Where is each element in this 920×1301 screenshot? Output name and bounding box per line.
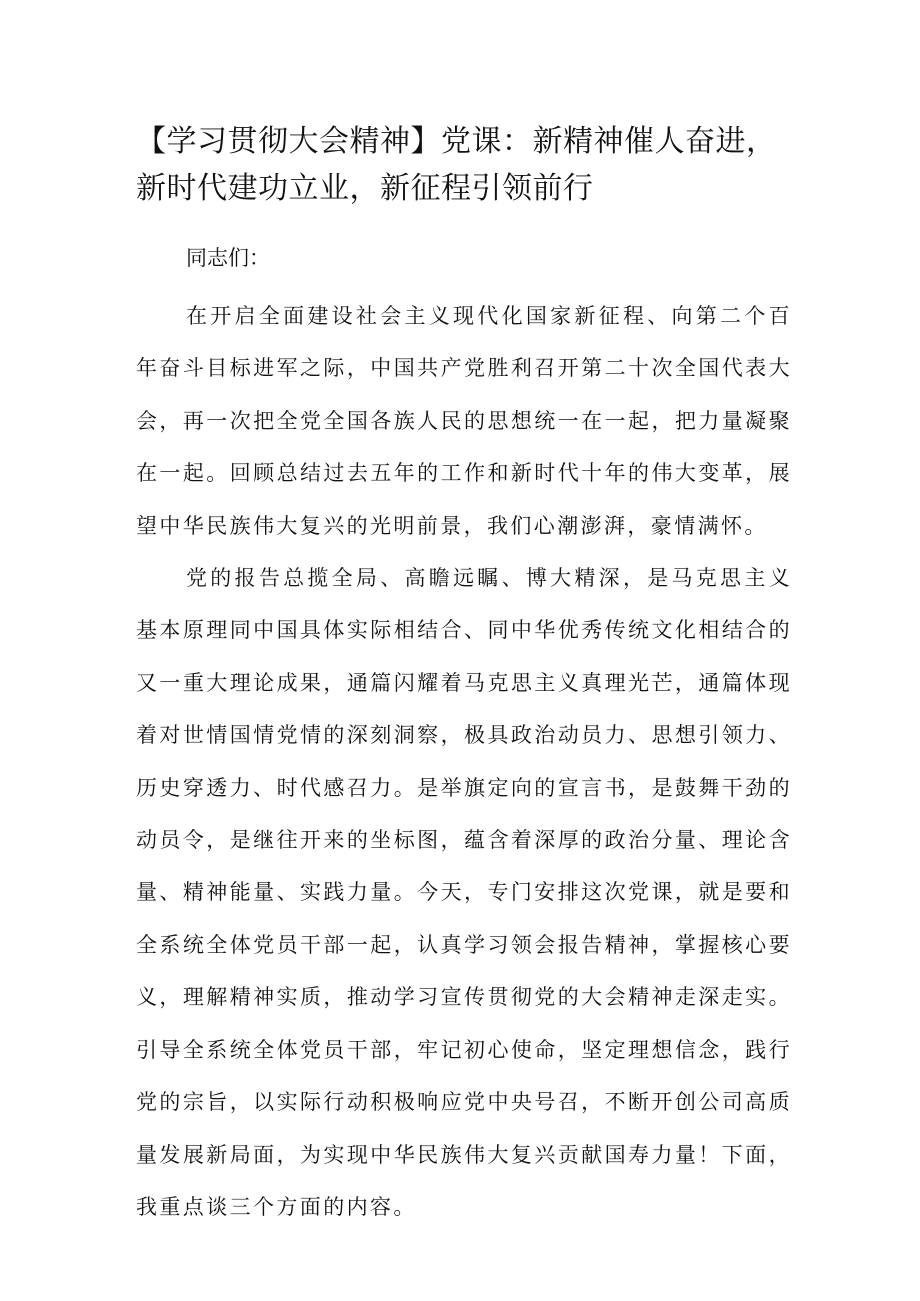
- salutation: 同志们：: [186, 246, 270, 270]
- document-title: 【学习贯彻大会精神】党课：新精神催人奋进，新时代建功立业，新征程引领前行: [136, 124, 777, 206]
- body-paragraph-1: 在开启全面建设社会主义现代化国家新征程、向第二个百年奋斗目标进军之际，中国共产党胜利召开第二十次全国代表大会，再一次把全党全国各族人民的思想统一在一起，把力量凝聚在一起。回顾总结过去五年的工作和新时代十年的伟大变革，展望中华民族伟大复兴的光明前景，我们心潮澎湃，豪情满怀。: [136, 304, 792, 538]
- body-paragraph-2: 党的报告总揽全局、高瞻远瞩、博大精深，是马克思主义基本原理同中国具体实际相结合、同中华优秀传统文化相结合的又一重大理论成果，通篇闪耀着马克思主义真理光芒，通篇体现着对世情国情党情的深刻洞察，极具政治动员力、思想引领力、历史穿透力、时代感召力。是举旗定向的宣言书，是鼓舞干劲的动员令，是继往开来的坐标图，蕴含着深厚的政治分量、理论含量、精神能量、实践力量。今天，专门安排这次党课，就是要和全系统全体党员干部一起，认真学习领会报告精神，掌握核心要义，理解精神实质，推动学习宣传贯彻党的大会精神走深走实。引导全系统全体党员干部，牢记初心使命，坚定理想信念，践行党的宗旨，以实际行动积极响应党中央号召，不断开创公司高质量发展新局面，为实现中华民族伟大复兴贡献国寿力量！下面，我重点谈三个方面的内容。: [136, 566, 792, 1219]
